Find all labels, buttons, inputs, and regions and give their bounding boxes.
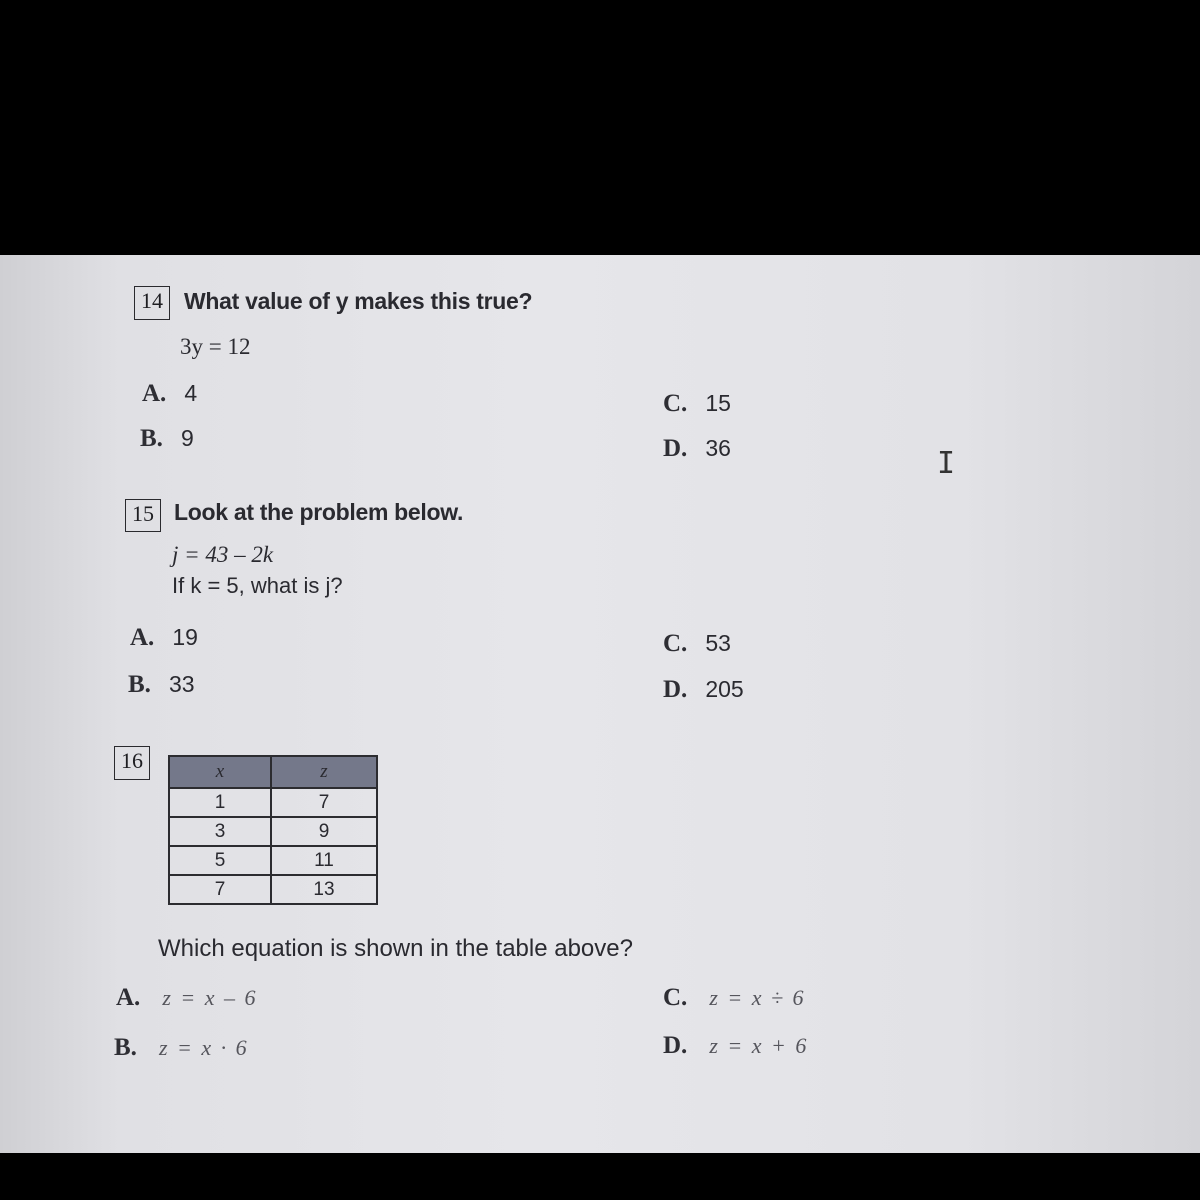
q15-option-c[interactable]	[663, 630, 731, 658]
option-letter: D.	[663, 1032, 688, 1059]
question-14-text: What value of y makes this true?	[184, 288, 533, 314]
worksheet-page	[0, 255, 1200, 1153]
table-cell-x: 1	[169, 788, 271, 817]
text-cursor-icon: I	[937, 446, 956, 481]
option-letter: B.	[140, 425, 163, 452]
option-equation: z = x ÷ 6	[709, 985, 806, 1010]
option-value: 205	[705, 676, 744, 702]
table-header-row	[169, 756, 377, 788]
option-letter: A.	[142, 380, 167, 407]
table-row	[169, 788, 377, 817]
option-letter: D.	[663, 676, 688, 703]
q15-option-b[interactable]	[128, 671, 195, 699]
table-cell-z: 7	[271, 788, 377, 817]
option-letter: D.	[663, 435, 688, 462]
option-value: 33	[168, 671, 195, 697]
question-15-text: Look at the problem below.	[174, 499, 464, 525]
q15-option-d[interactable]	[663, 676, 744, 704]
question-number-14: 14	[134, 286, 170, 320]
table-cell-x: 3	[169, 817, 271, 846]
option-letter: B.	[114, 1034, 137, 1061]
q16-option-b[interactable]	[114, 1034, 249, 1062]
option-value: 15	[705, 390, 731, 416]
table-cell-x: 5	[169, 846, 271, 875]
option-value: 9	[180, 425, 194, 451]
q16-option-c[interactable]	[663, 984, 806, 1012]
table-row	[169, 817, 377, 846]
option-value: 36	[705, 435, 731, 461]
option-letter: B.	[128, 671, 151, 698]
question-15-subquestion: If k = 5, what is j?	[172, 573, 343, 598]
q15-option-a[interactable]	[130, 624, 198, 652]
q14-option-d[interactable]	[663, 435, 731, 463]
q16-option-d[interactable]	[663, 1032, 808, 1060]
question-number-16: 16	[114, 746, 150, 780]
option-letter: C.	[663, 984, 688, 1011]
q14-option-a[interactable]	[142, 380, 197, 408]
option-equation: z = x + 6	[709, 1033, 809, 1058]
question-14-equation: 3y = 12	[180, 334, 251, 359]
q16-option-a[interactable]	[116, 984, 257, 1012]
table-row	[169, 875, 377, 904]
question-16-text: Which equation is shown in the table above?	[158, 935, 633, 962]
table-cell-z: 9	[271, 817, 377, 846]
q14-option-b[interactable]	[140, 425, 194, 453]
option-equation: z = x – 6	[162, 985, 258, 1010]
option-value: 4	[184, 380, 198, 406]
column-header-z: z	[271, 756, 377, 788]
table-cell-z: 11	[271, 846, 377, 875]
question-number-15: 15	[125, 499, 161, 532]
table-row	[169, 846, 377, 875]
option-value: 19	[172, 624, 198, 650]
option-letter: C.	[663, 390, 688, 417]
question-15-equation: j = 43 – 2k	[172, 542, 274, 567]
xz-value-table	[168, 755, 378, 905]
q14-option-c[interactable]	[663, 390, 731, 418]
column-header-x: x	[169, 756, 271, 788]
table-cell-x: 7	[169, 875, 271, 904]
option-equation: z = x · 6	[158, 1035, 249, 1060]
option-letter: A.	[116, 984, 141, 1011]
option-letter: A.	[130, 624, 155, 651]
table-cell-z: 13	[271, 875, 377, 904]
option-value: 53	[705, 630, 731, 656]
option-letter: C.	[663, 630, 688, 657]
